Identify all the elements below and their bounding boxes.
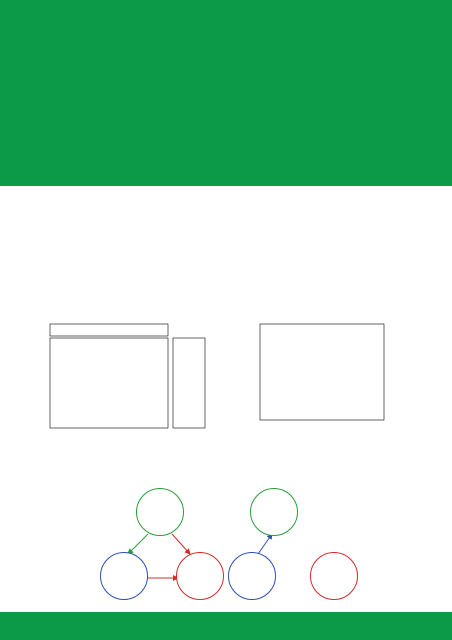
rp-frame — [50, 338, 168, 428]
node-independent-blue-left — [100, 552, 148, 600]
node-independent-blue-right — [228, 552, 276, 600]
rp-side-frame — [173, 338, 205, 428]
rp-top-frame — [50, 324, 168, 336]
node-independent-red-left — [176, 552, 224, 600]
arrow-blue-to-dep-right — [258, 534, 272, 554]
footer-band — [0, 612, 452, 640]
figure2-henon-partition — [236, 318, 412, 448]
arrow-dep-to-blue-left — [128, 534, 148, 554]
header-top-row — [10, 6, 442, 20]
fig2-frame — [260, 324, 384, 420]
node-dependent-right — [250, 488, 298, 536]
figure3-diagram — [100, 472, 362, 600]
node-dependent-left — [136, 488, 184, 536]
figure1-recurrence-plot — [28, 322, 218, 448]
header-band — [0, 0, 452, 186]
arrow-dep-to-red-left — [172, 534, 190, 554]
node-independent-red-right — [310, 552, 358, 600]
